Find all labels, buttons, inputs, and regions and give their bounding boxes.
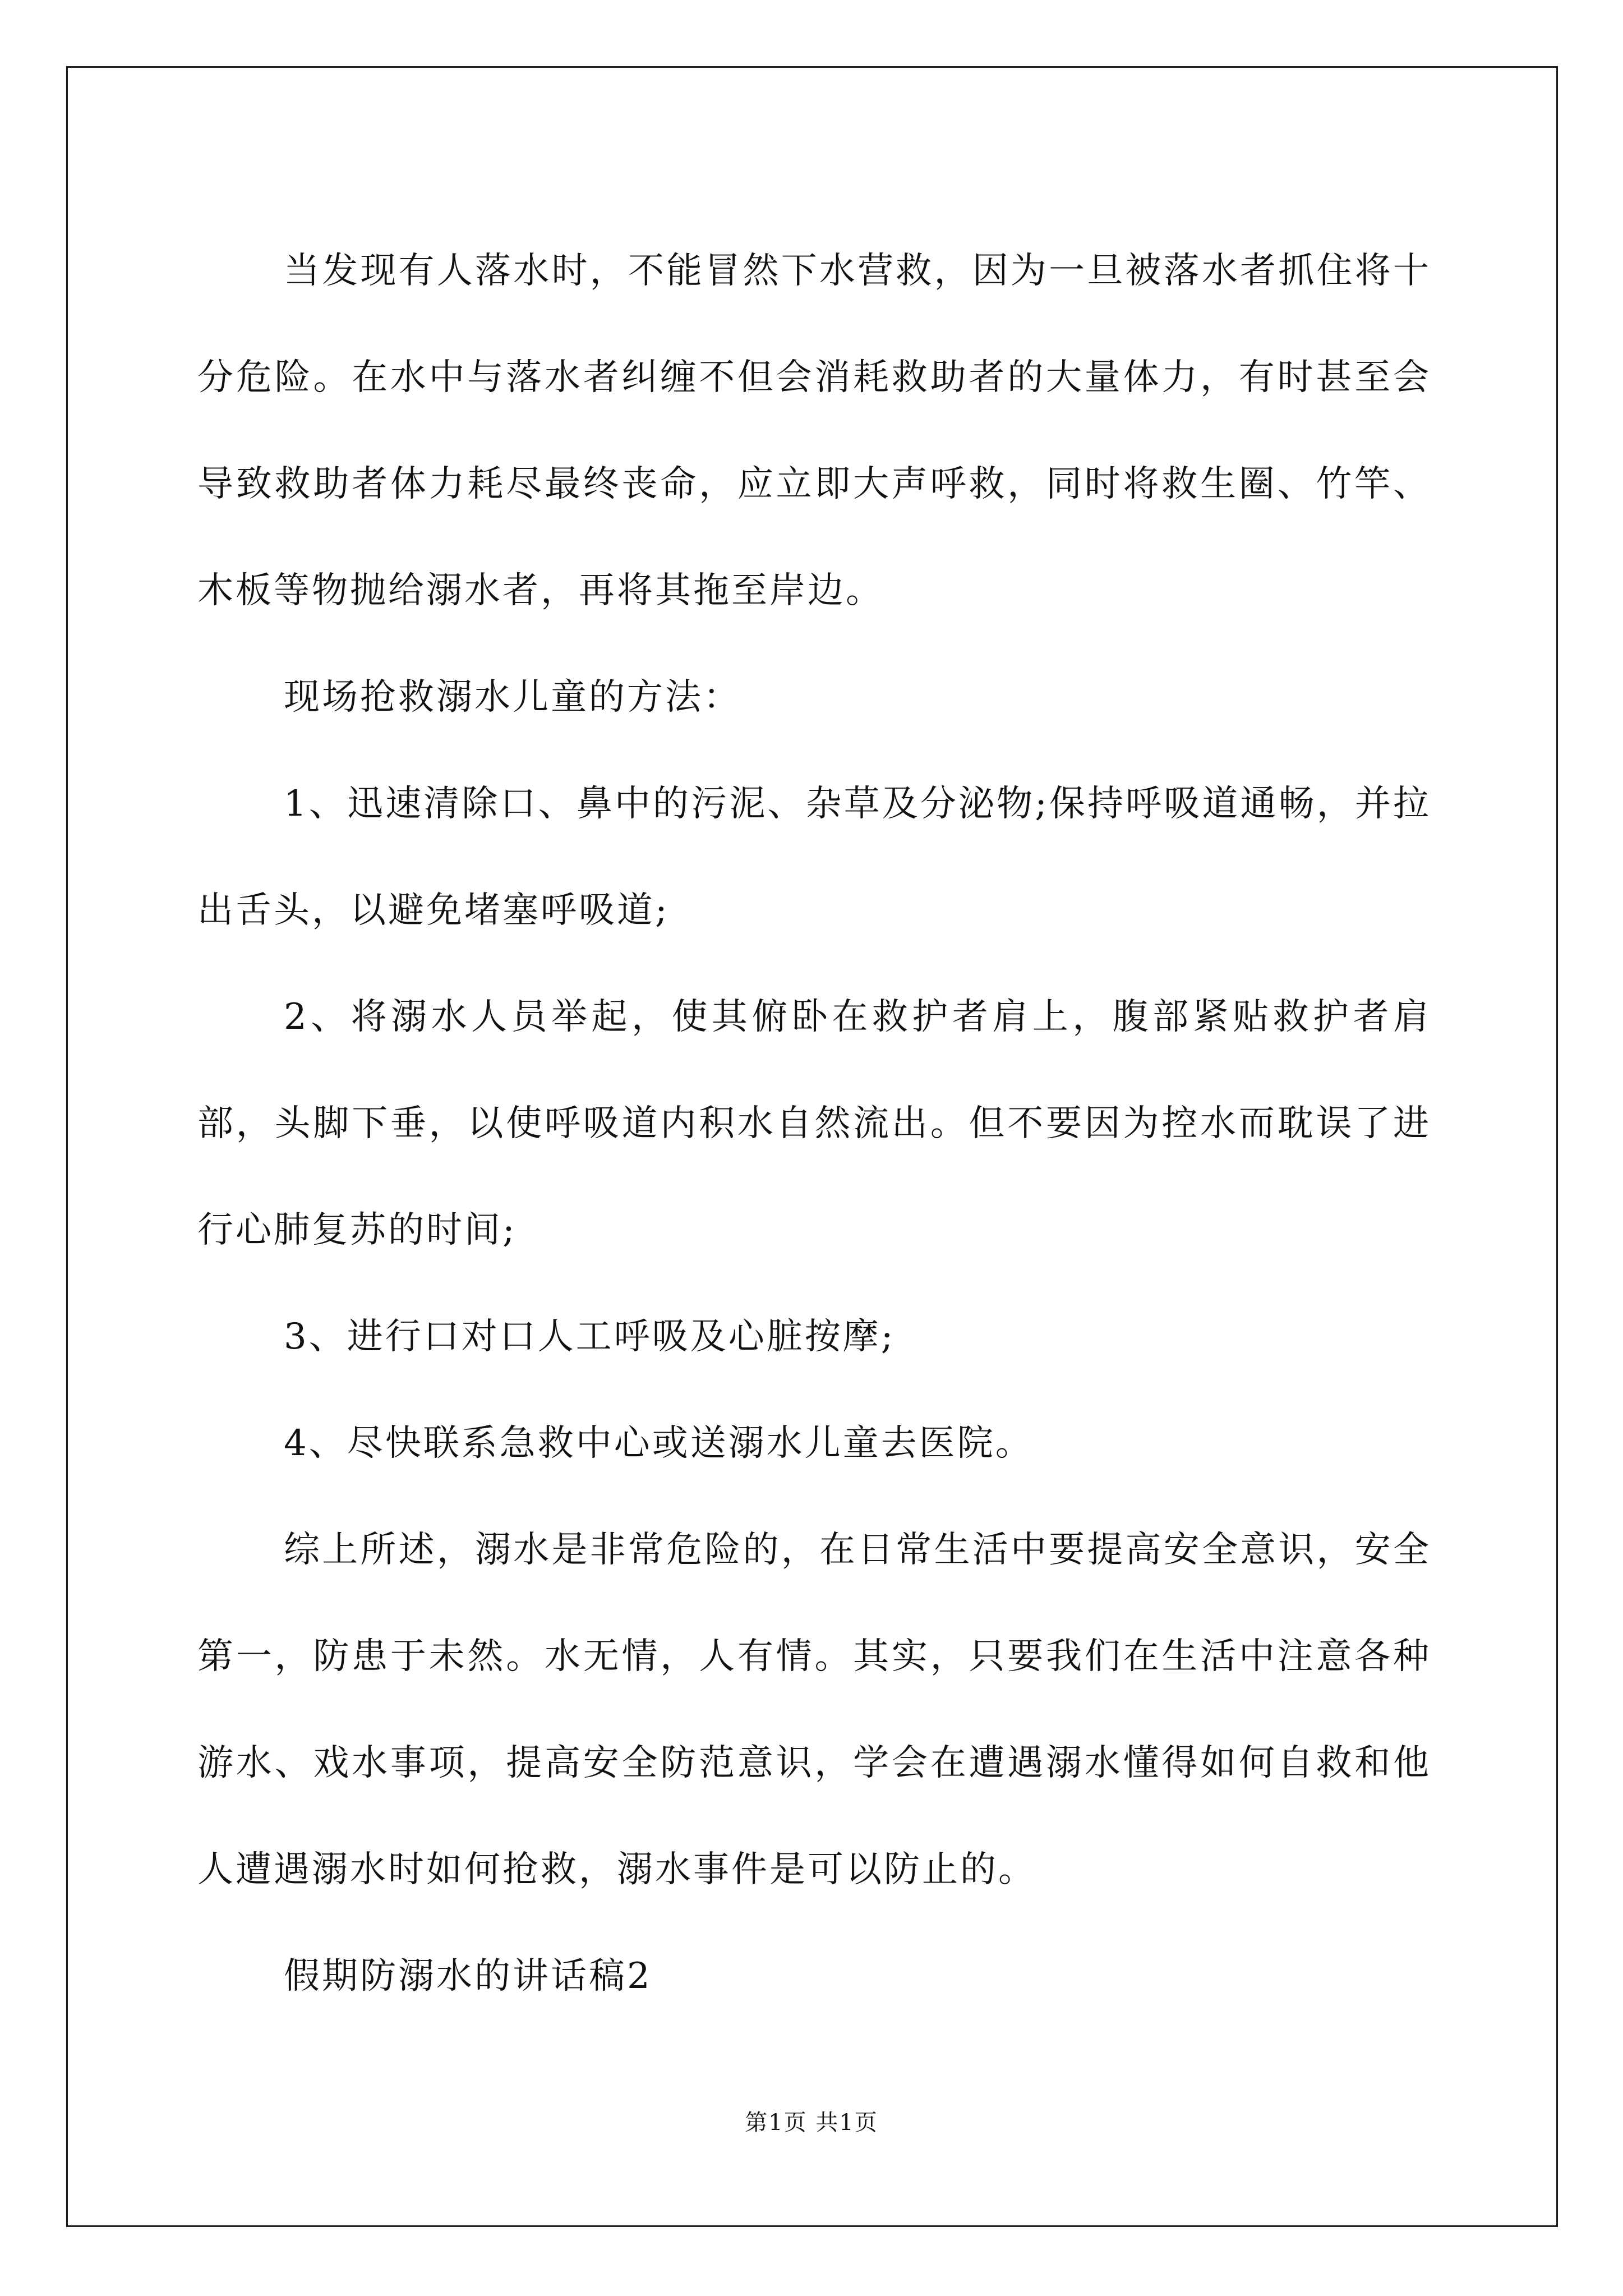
page-number-footer: 第1页 共1页 — [745, 2110, 878, 2136]
paragraph-summary: 综上所述，溺水是非常危险的，在日常生活中要提高安全意识，安全第一，防患于未然。水无情，人有情。其实，只要我们在生活中注意各种游水、戏水事项，提高安全防范意识，学会在遭遇溺水懂得如何自救和他人遭遇溺水时如何抢救，溺水事件是可以防止的。 — [197, 1529, 1431, 1890]
paragraph-rescue-advice: 当发现有人落水时，不能冒然下水营救，因为一旦被落水者抓住将十分危险。在水中与落水者纠缠不但会消耗救助者的大量体力，有时甚至会导致救助者体力耗尽最终丧命，应立即大声呼救，同时将救生圈、竹竿、木板等物抛给溺水者，再将其拖至岸边。 — [197, 250, 1431, 611]
paragraph-methods-heading: 现场抢救溺水儿童的方法： — [284, 677, 741, 718]
paragraph-step-3: 3、进行口对口人工呼吸及心脏按摩; — [284, 1316, 896, 1358]
document-body — [197, 218, 1431, 2030]
paragraph-next-title: 假期防溺水的讲话稿2 — [284, 1955, 652, 1997]
paragraph-step-2: 2、将溺水人员举起，使其俯卧在救护者肩上，腹部紧贴救护者肩部，头脚下垂，以使呼吸道内积水自然流出。但不要因为控水而耽误了进行心肺复苏的时间; — [197, 996, 1431, 1251]
paragraph-step-4: 4、尽快联系急救中心或送溺水儿童去医院。 — [284, 1423, 1034, 1464]
paragraph-step-1: 1、迅速清除口、鼻中的污泥、杂草及分泌物;保持呼吸道通畅，并拉出舌头，以避免堵塞呼吸道; — [197, 783, 1431, 931]
